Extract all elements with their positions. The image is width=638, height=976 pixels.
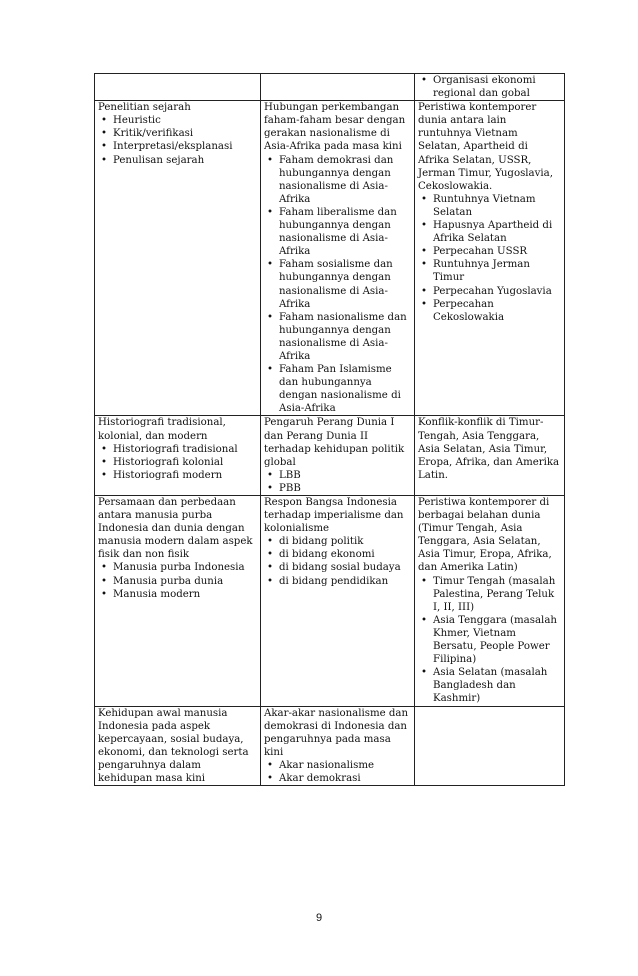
table-row	[95, 496, 565, 707]
list-item: • Penulisan sejarah	[98, 154, 258, 167]
list-item: • Interpretasi/eksplanasi	[98, 140, 258, 153]
table-cell	[261, 416, 415, 496]
bullet-list	[264, 154, 412, 416]
table-cell	[95, 101, 261, 416]
page-number: 9	[315, 912, 323, 924]
bullet-list	[264, 535, 412, 587]
list-item: • Kritik/verifikasi	[98, 127, 258, 140]
bullet-list	[418, 74, 562, 100]
cell-text: Peristiwa kontemporer dunia antara lain runtuhnya Vietnam Selatan, Apartheid di Afrika Selatan, USSR, Jerman Timur, Yugoslavia, Cekoslowakia.	[418, 102, 553, 192]
table-cell	[261, 496, 415, 707]
list-item: • Historiografi kolonial	[98, 456, 258, 469]
cell-text: Pengaruh Perang Dunia I dan Perang Dunia II terhadap kehidupan politik global	[264, 417, 405, 468]
table-cell	[261, 706, 415, 786]
table-cell	[415, 706, 565, 786]
list-item: • Faham nasionalisme dan hubungannya dengan nasionalisme di Asia-Afrika	[264, 311, 412, 363]
bullet-list	[418, 193, 562, 324]
bullet-list	[98, 443, 258, 482]
list-item: • Akar nasionalisme	[264, 759, 412, 772]
list-item: • Historiografi modern	[98, 469, 258, 482]
list-item: • di bidang politik	[264, 535, 412, 548]
table-cell	[415, 496, 565, 707]
table-cell	[415, 74, 565, 101]
list-item: • Manusia purba Indonesia	[98, 561, 258, 574]
table-body	[95, 74, 565, 786]
cell-text: Respon Bangsa Indonesia terhadap imperialisme dan kolonialisme	[264, 497, 404, 535]
list-item: • Perpecahan Yugoslavia	[418, 285, 562, 298]
list-item: • Faham demokrasi dan hubungannya dengan nasionalisme di Asia-Afrika	[264, 154, 412, 206]
table-row	[95, 101, 565, 416]
table-cell	[95, 496, 261, 707]
list-item: • LBB	[264, 469, 412, 482]
table-cell	[261, 101, 415, 416]
cell-text: Peristiwa kontemporer di berbagai belahan dunia (Timur Tengah, Asia Tenggara, Asia Selatan, Asia Timur, Eropa, Afrika, dan Amerika Latin)	[418, 497, 552, 574]
list-item: • Asia Selatan (masalah Bangladesh dan Kashmir)	[418, 666, 562, 705]
list-item: • Historiografi tradisional	[98, 443, 258, 456]
bullet-list	[98, 114, 258, 166]
cell-text: Kehidupan awal manusia Indonesia pada aspek kepercayaan, sosial budaya, ekonomi, dan teknologi serta pengaruhnya dalam kehidupan masa kini	[98, 707, 249, 784]
list-item: • Heuristic	[98, 114, 258, 127]
list-item: • Faham sosialisme dan hubungannya dengan nasionalisme di Asia-Afrika	[264, 258, 412, 310]
table-cell	[95, 706, 261, 786]
table-cell	[95, 416, 261, 496]
cell-text: Akar-akar nasionalisme dan demokrasi di Indonesia dan pengaruhnya pada masa kini	[264, 707, 409, 758]
bullet-list	[418, 575, 562, 706]
table-cell	[95, 74, 261, 101]
bullet-list	[264, 469, 412, 495]
list-item: • di bidang ekonomi	[264, 548, 412, 561]
bullet-list	[264, 759, 412, 785]
cell-text: Persamaan dan perbedaan antara manusia purba Indonesia dan dunia dengan manusia modern dalam aspek fisik dan non fisik	[98, 497, 253, 561]
list-item: • PBB	[264, 482, 412, 495]
list-item: • Faham Pan Islamisme dan hubungannya dengan nasionalisme di Asia-Afrika	[264, 363, 412, 415]
table-row	[95, 706, 565, 786]
list-item: • di bidang sosial budaya	[264, 561, 412, 574]
list-item: • Manusia modern	[98, 588, 258, 601]
list-item: • Akar demokrasi	[264, 772, 412, 785]
list-item: • Hapusnya Apartheid di Afrika Selatan	[418, 219, 562, 245]
list-item: • Organisasi ekonomi regional dan gobal	[418, 74, 562, 100]
cell-text: Penelitian sejarah	[98, 102, 191, 114]
list-item: • Faham liberalisme dan hubungannya dengan nasionalisme di Asia-Afrika	[264, 206, 412, 258]
cell-text: Hubungan perkembangan faham-faham besar dengan gerakan nasionalisme di Asia-Afrika pada masa kini	[264, 102, 406, 153]
table-cell	[261, 74, 415, 101]
table-cell	[415, 416, 565, 496]
table-row	[95, 74, 565, 101]
bullet-list	[98, 561, 258, 600]
list-item: • Perpecahan Cekoslowakia	[418, 298, 562, 324]
table-row	[95, 416, 565, 496]
list-item: • Runtuhnya Jerman Timur	[418, 258, 562, 284]
list-item: • di bidang pendidikan	[264, 575, 412, 588]
cell-text: Konflik-konflik di Timur-Tengah, Asia Tenggara, Asia Selatan, Asia Timur, Eropa, Afrika, dan Amerika Latin.	[418, 417, 560, 481]
list-item: • Asia Tenggara (masalah Khmer, Vietnam Bersatu, People Power Filipina)	[418, 614, 562, 666]
list-item: • Manusia purba dunia	[98, 575, 258, 588]
curriculum-table	[94, 73, 565, 786]
table-cell	[415, 101, 565, 416]
list-item: • Runtuhnya Vietnam Selatan	[418, 193, 562, 219]
list-item: • Perpecahan USSR	[418, 245, 562, 258]
cell-text: Historiografi tradisional, kolonial, dan modern	[98, 417, 226, 442]
list-item: • Timur Tengah (masalah Palestina, Perang Teluk I, II, III)	[418, 575, 562, 614]
